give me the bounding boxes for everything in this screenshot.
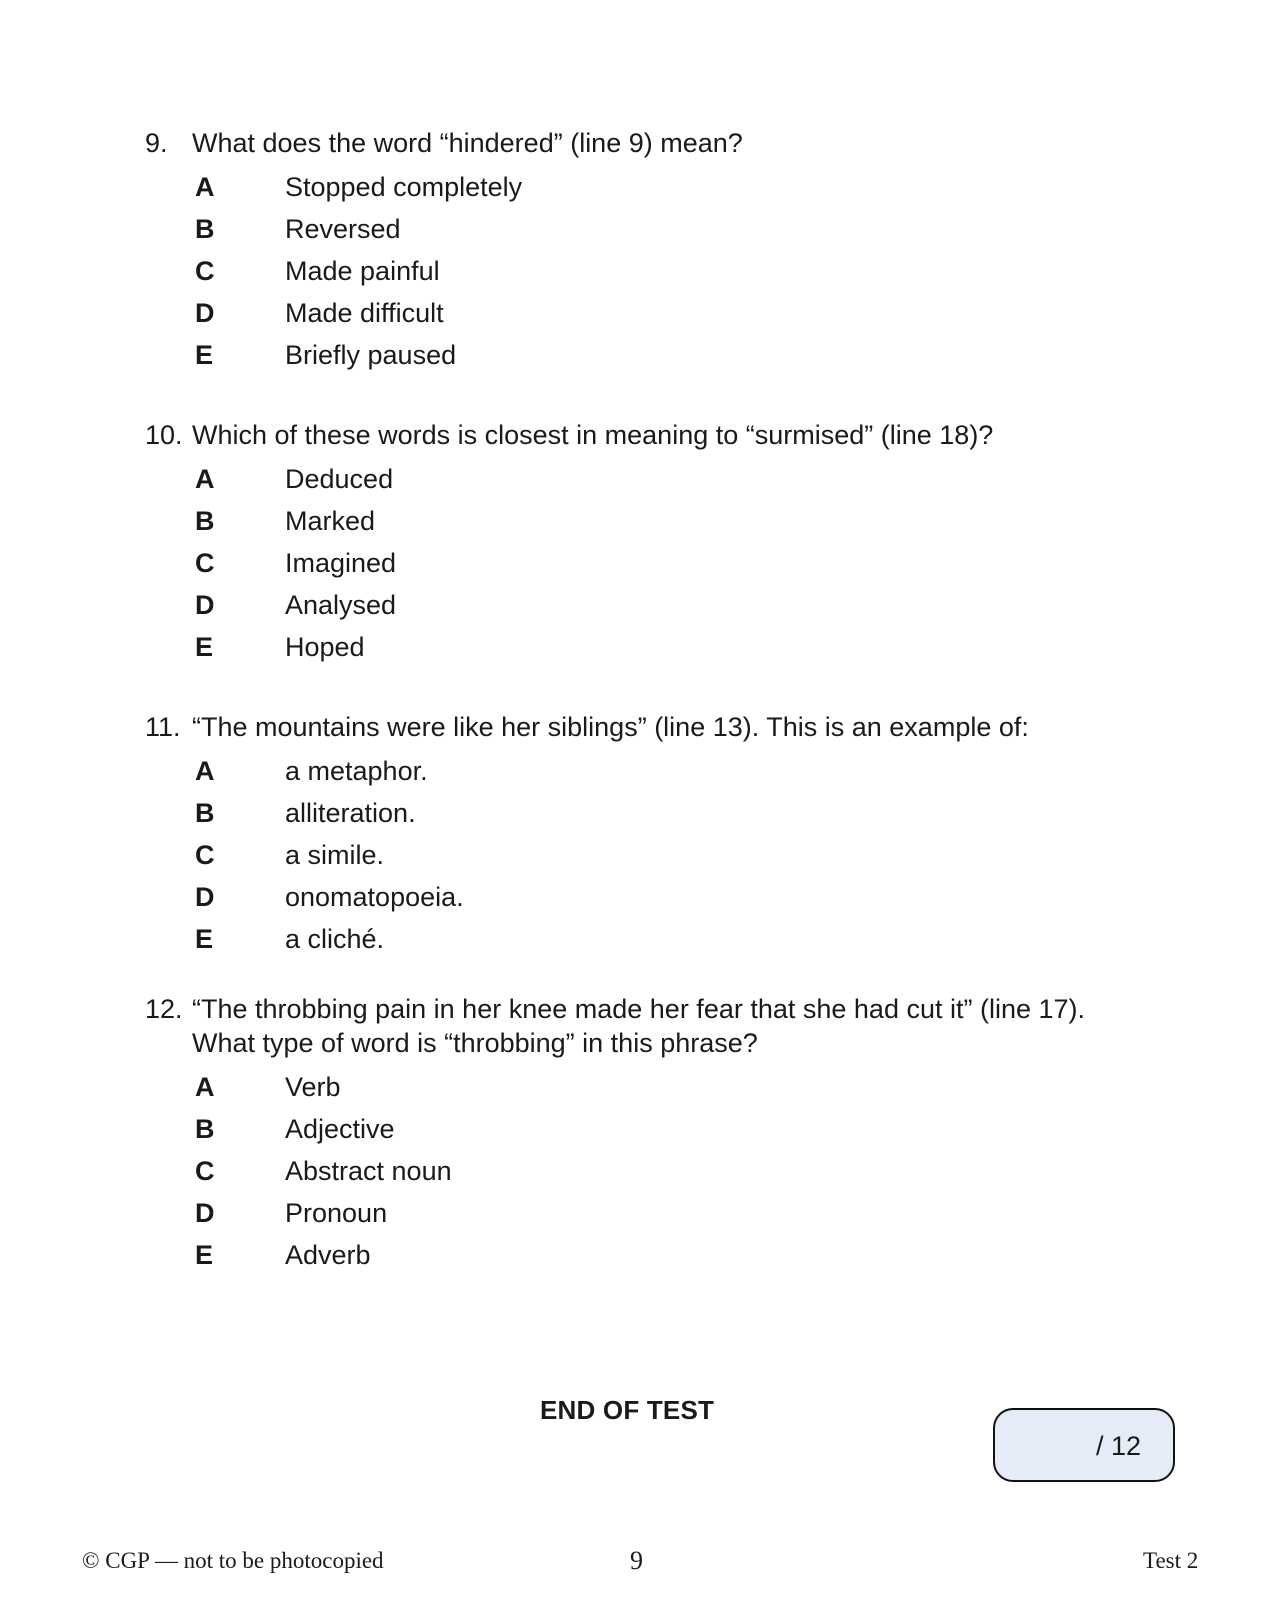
score-box[interactable] (993, 1408, 1175, 1482)
option-letter: C (195, 840, 215, 870)
question-number: 12. (145, 994, 183, 1024)
option-c[interactable] (145, 250, 1145, 292)
option-letter: C (195, 256, 215, 286)
option-a[interactable] (145, 750, 1145, 792)
score-total: / 12 (1095, 1431, 1141, 1461)
option-d[interactable] (145, 292, 1145, 334)
option-e[interactable] (145, 334, 1145, 376)
option-e[interactable] (145, 1234, 1145, 1276)
option-letter: D (195, 1198, 215, 1228)
option-text: Reversed (285, 214, 401, 244)
option-text: alliteration. (285, 798, 416, 828)
question-11 (145, 710, 1145, 960)
option-a[interactable] (145, 458, 1145, 500)
option-b[interactable] (145, 1108, 1145, 1150)
option-text: a simile. (285, 840, 385, 870)
question-text: “The mountains were like her siblings” (line 13). This is an example of: (192, 712, 1029, 742)
question-stem (145, 418, 1145, 452)
answer-options (145, 750, 1145, 960)
option-c[interactable] (145, 542, 1145, 584)
option-letter: A (195, 172, 215, 202)
option-a[interactable] (145, 166, 1145, 208)
option-text: Adverb (285, 1240, 371, 1270)
option-c[interactable] (145, 1150, 1145, 1192)
question-text: “The throbbing pain in her knee made her fear that she had cut it” (line 17). (192, 994, 1086, 1024)
option-text: a metaphor. (285, 756, 428, 786)
question-12 (145, 992, 1145, 1276)
question-text-continued: What type of word is “throbbing” in this phrase? (192, 1028, 758, 1058)
option-letter: D (195, 298, 215, 328)
option-text: Hoped (285, 632, 365, 662)
option-d[interactable] (145, 584, 1145, 626)
option-e[interactable] (145, 918, 1145, 960)
option-letter: C (195, 1156, 215, 1186)
option-a[interactable] (145, 1066, 1145, 1108)
option-letter: B (195, 214, 215, 244)
option-letter: E (195, 1240, 214, 1270)
option-text: Deduced (285, 464, 394, 494)
test-label: Test 2 (1143, 1548, 1199, 1573)
option-letter: E (195, 340, 214, 370)
question-number: 10. (145, 420, 183, 450)
answer-options (145, 166, 1145, 376)
question-number: 11. (145, 712, 181, 742)
option-letter: D (195, 590, 215, 620)
option-letter: A (195, 464, 215, 494)
question-10 (145, 418, 1145, 668)
option-text: Analysed (285, 590, 397, 620)
option-letter: B (195, 798, 215, 828)
option-text: onomatopoeia. (285, 882, 464, 912)
option-letter: B (195, 1114, 215, 1144)
option-text: Verb (285, 1072, 341, 1102)
option-text: Stopped completely (285, 172, 523, 202)
option-letter: E (195, 632, 214, 662)
question-text: Which of these words is closest in meaning to “surmised” (line 18)? (192, 420, 994, 450)
option-text: Made painful (285, 256, 440, 286)
question-stem (145, 992, 1145, 1026)
question-9 (145, 126, 1145, 376)
option-letter: D (195, 882, 215, 912)
answer-options (145, 1066, 1145, 1276)
question-stem (145, 710, 1145, 744)
option-text: Briefly paused (285, 340, 457, 370)
option-text: Made difficult (285, 298, 444, 328)
page-number: 9 (630, 1546, 643, 1575)
question-stem (145, 126, 1145, 160)
option-text: Pronoun (285, 1198, 388, 1228)
option-d[interactable] (145, 876, 1145, 918)
option-e[interactable] (145, 626, 1145, 668)
option-text: Abstract noun (285, 1156, 452, 1186)
question-text: What does the word “hindered” (line 9) mean? (192, 128, 743, 158)
option-b[interactable] (145, 208, 1145, 250)
answer-options (145, 458, 1145, 668)
option-d[interactable] (145, 1192, 1145, 1234)
copyright-notice: © CGP — not to be photocopied (82, 1548, 384, 1573)
option-b[interactable] (145, 500, 1145, 542)
option-text: Imagined (285, 548, 397, 578)
end-of-test-heading: END OF TEST (540, 1395, 715, 1425)
option-text: Adjective (285, 1114, 395, 1144)
option-letter: E (195, 924, 214, 954)
option-text: a cliché. (285, 924, 385, 954)
option-b[interactable] (145, 792, 1145, 834)
option-text: Marked (285, 506, 376, 536)
option-letter: B (195, 506, 215, 536)
option-letter: C (195, 548, 215, 578)
question-number: 9. (145, 128, 168, 158)
option-letter: A (195, 756, 215, 786)
option-c[interactable] (145, 834, 1145, 876)
option-letter: A (195, 1072, 215, 1102)
